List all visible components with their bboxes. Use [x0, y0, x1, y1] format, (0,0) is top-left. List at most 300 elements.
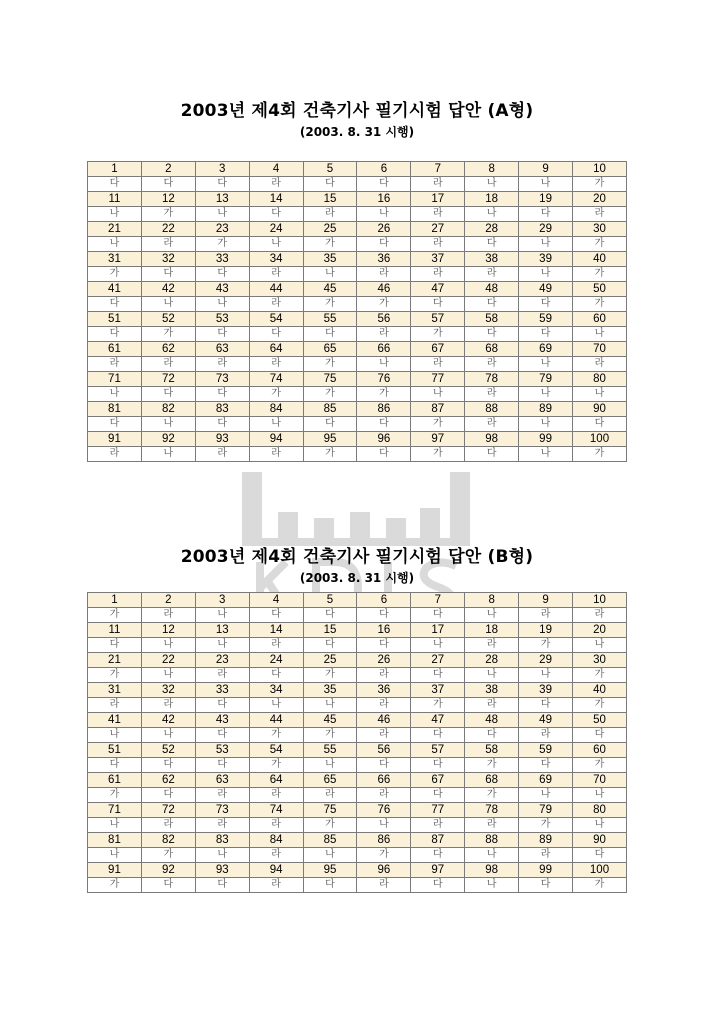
question-number: 36	[357, 683, 411, 698]
answer-cell: 다	[195, 417, 249, 432]
answer-cell: 나	[519, 447, 573, 462]
question-number: 64	[249, 773, 303, 788]
question-number: 26	[357, 653, 411, 668]
question-number: 23	[195, 653, 249, 668]
answer-cell: 다	[465, 447, 519, 462]
question-number: 37	[411, 252, 465, 267]
answer-cell: 나	[141, 638, 195, 653]
question-number: 14	[249, 192, 303, 207]
answer-cell: 가	[195, 237, 249, 252]
question-number: 9	[519, 162, 573, 177]
answer-cell: 다	[141, 878, 195, 893]
answer-cell: 다	[195, 878, 249, 893]
answer-cell: 나	[249, 417, 303, 432]
answer-row	[88, 668, 627, 683]
answer-cell: 가	[573, 297, 627, 312]
question-number: 62	[141, 342, 195, 357]
question-number: 10	[573, 162, 627, 177]
answer-cell: 가	[303, 447, 357, 462]
question-number: 43	[195, 282, 249, 297]
question-number: 36	[357, 252, 411, 267]
question-number: 95	[303, 863, 357, 878]
answer-cell: 라	[195, 357, 249, 372]
question-number: 33	[195, 683, 249, 698]
answer-cell: 라	[249, 297, 303, 312]
question-number: 85	[303, 402, 357, 417]
question-number: 58	[465, 312, 519, 327]
answer-cell: 라	[195, 788, 249, 803]
question-number: 41	[88, 713, 142, 728]
question-number: 67	[411, 342, 465, 357]
question-number: 96	[357, 863, 411, 878]
answer-cell: 나	[411, 638, 465, 653]
answer-cell: 라	[573, 207, 627, 222]
question-number: 45	[303, 282, 357, 297]
question-number: 99	[519, 863, 573, 878]
answer-cell: 다	[195, 728, 249, 743]
question-number: 15	[303, 623, 357, 638]
answer-cell: 가	[88, 608, 142, 623]
answer-cell: 다	[303, 878, 357, 893]
answer-cell: 나	[465, 878, 519, 893]
answer-cell: 다	[141, 267, 195, 282]
answer-cell: 라	[88, 447, 142, 462]
question-number: 31	[88, 683, 142, 698]
answer-cell: 다	[195, 327, 249, 342]
question-number: 21	[88, 222, 142, 237]
answer-cell: 나	[303, 267, 357, 282]
question-number-row	[88, 342, 627, 357]
question-number: 89	[519, 402, 573, 417]
question-number: 25	[303, 653, 357, 668]
answer-cell: 라	[249, 638, 303, 653]
answer-cell: 나	[195, 207, 249, 222]
answer-cell: 가	[411, 327, 465, 342]
question-number: 49	[519, 713, 573, 728]
question-number: 33	[195, 252, 249, 267]
question-number: 46	[357, 282, 411, 297]
question-number: 44	[249, 282, 303, 297]
answer-cell: 가	[303, 818, 357, 833]
answer-cell: 다	[88, 638, 142, 653]
question-number-row	[88, 683, 627, 698]
question-number: 14	[249, 623, 303, 638]
question-number: 12	[141, 192, 195, 207]
answer-cell: 다	[303, 638, 357, 653]
question-number: 44	[249, 713, 303, 728]
answer-cell: 나	[573, 638, 627, 653]
question-number: 24	[249, 653, 303, 668]
answer-cell: 가	[573, 668, 627, 683]
question-number: 25	[303, 222, 357, 237]
question-number-row	[88, 312, 627, 327]
question-number: 80	[573, 803, 627, 818]
question-number: 26	[357, 222, 411, 237]
question-number: 94	[249, 863, 303, 878]
answer-cell: 나	[573, 788, 627, 803]
question-number: 76	[357, 803, 411, 818]
answer-cell: 다	[195, 698, 249, 713]
question-number: 70	[573, 773, 627, 788]
question-number: 76	[357, 372, 411, 387]
answer-cell: 나	[303, 758, 357, 773]
question-number: 52	[141, 743, 195, 758]
question-number: 8	[465, 593, 519, 608]
answer-cell: 다	[88, 327, 142, 342]
answer-cell: 가	[88, 878, 142, 893]
question-number: 3	[195, 593, 249, 608]
question-number: 34	[249, 683, 303, 698]
answer-row	[88, 417, 627, 432]
question-number: 45	[303, 713, 357, 728]
answer-cell: 다	[465, 327, 519, 342]
question-number: 68	[465, 773, 519, 788]
answer-cell: 나	[465, 668, 519, 683]
answer-cell: 다	[519, 327, 573, 342]
question-number: 7	[411, 593, 465, 608]
answer-cell: 라	[249, 177, 303, 192]
question-number: 75	[303, 372, 357, 387]
answer-cell: 가	[519, 638, 573, 653]
question-number: 62	[141, 773, 195, 788]
question-number: 12	[141, 623, 195, 638]
answer-cell: 다	[195, 387, 249, 402]
question-number: 97	[411, 863, 465, 878]
sheet-title-b: 2003년 제4회 건축기사 필기시험 답안 (B형)	[180, 547, 534, 567]
answer-cell: 다	[88, 177, 142, 192]
answer-cell: 가	[88, 267, 142, 282]
question-number-row	[88, 833, 627, 848]
answer-row	[88, 387, 627, 402]
answer-row	[88, 357, 627, 372]
answer-cell: 다	[573, 728, 627, 743]
question-number: 29	[519, 653, 573, 668]
answer-cell: 라	[303, 207, 357, 222]
answer-cell: 가	[88, 668, 142, 683]
question-number: 69	[519, 773, 573, 788]
answer-row	[88, 698, 627, 713]
question-number-row	[88, 863, 627, 878]
answer-cell: 다	[411, 608, 465, 623]
question-number: 63	[195, 773, 249, 788]
question-number: 51	[88, 743, 142, 758]
answer-cell: 나	[88, 387, 142, 402]
question-number: 17	[411, 623, 465, 638]
question-number: 16	[357, 192, 411, 207]
question-number: 68	[465, 342, 519, 357]
answer-cell: 다	[357, 177, 411, 192]
answer-row	[88, 177, 627, 192]
question-number: 73	[195, 803, 249, 818]
answer-cell: 다	[303, 608, 357, 623]
answer-row	[88, 758, 627, 773]
answer-cell: 가	[249, 758, 303, 773]
answer-cell: 가	[573, 267, 627, 282]
question-number: 53	[195, 312, 249, 327]
question-number: 35	[303, 683, 357, 698]
question-number: 7	[411, 162, 465, 177]
question-number: 84	[249, 402, 303, 417]
answer-cell: 다	[141, 758, 195, 773]
question-number: 74	[249, 372, 303, 387]
question-number: 74	[249, 803, 303, 818]
answer-row	[88, 788, 627, 803]
answer-cell: 나	[303, 698, 357, 713]
question-number: 73	[195, 372, 249, 387]
question-number: 39	[519, 683, 573, 698]
answer-cell: 다	[519, 297, 573, 312]
answer-row	[88, 207, 627, 222]
answer-cell: 다	[411, 848, 465, 863]
answer-cell: 라	[519, 848, 573, 863]
answer-cell: 나	[357, 357, 411, 372]
question-number: 11	[88, 192, 142, 207]
answer-cell: 다	[249, 668, 303, 683]
answer-cell: 라	[141, 237, 195, 252]
answer-cell: 나	[141, 417, 195, 432]
answer-row	[88, 848, 627, 863]
answer-row	[88, 447, 627, 462]
answer-cell: 가	[303, 297, 357, 312]
question-number: 27	[411, 222, 465, 237]
answer-cell: 라	[88, 357, 142, 372]
question-number: 2	[141, 593, 195, 608]
answer-cell: 가	[357, 297, 411, 312]
answer-cell: 나	[519, 267, 573, 282]
answer-cell: 나	[195, 638, 249, 653]
answer-cell: 라	[465, 267, 519, 282]
answer-cell: 라	[357, 267, 411, 282]
question-number: 67	[411, 773, 465, 788]
answer-cell: 다	[573, 417, 627, 432]
answer-cell: 나	[573, 818, 627, 833]
question-number: 3	[195, 162, 249, 177]
question-number: 78	[465, 803, 519, 818]
answer-cell: 라	[465, 818, 519, 833]
answer-cell: 다	[465, 297, 519, 312]
answer-cell: 가	[465, 758, 519, 773]
question-number: 56	[357, 743, 411, 758]
question-number: 59	[519, 312, 573, 327]
answer-cell: 다	[357, 447, 411, 462]
answer-cell: 나	[519, 668, 573, 683]
question-number: 83	[195, 833, 249, 848]
answer-cell: 다	[303, 417, 357, 432]
answer-cell: 나	[357, 818, 411, 833]
answer-cell: 나	[573, 387, 627, 402]
answer-table-b	[87, 592, 627, 893]
question-number: 88	[465, 402, 519, 417]
answer-cell: 라	[411, 267, 465, 282]
question-number: 64	[249, 342, 303, 357]
question-number: 40	[573, 252, 627, 267]
answer-cell: 라	[519, 728, 573, 743]
answer-cell: 가	[411, 447, 465, 462]
question-number: 61	[88, 773, 142, 788]
answer-cell: 라	[357, 668, 411, 683]
question-number: 90	[573, 402, 627, 417]
answer-cell: 가	[465, 788, 519, 803]
question-number: 88	[465, 833, 519, 848]
question-number: 84	[249, 833, 303, 848]
question-number: 82	[141, 833, 195, 848]
question-number-row	[88, 372, 627, 387]
answer-cell: 나	[465, 608, 519, 623]
question-number: 57	[411, 312, 465, 327]
answer-cell: 나	[88, 848, 142, 863]
question-number: 19	[519, 623, 573, 638]
answer-cell: 가	[303, 237, 357, 252]
answer-cell: 다	[411, 878, 465, 893]
question-number: 65	[303, 773, 357, 788]
question-number: 18	[465, 192, 519, 207]
answer-cell: 다	[303, 327, 357, 342]
answer-cell: 나	[249, 698, 303, 713]
question-number: 27	[411, 653, 465, 668]
question-number: 49	[519, 282, 573, 297]
answer-cell: 라	[357, 878, 411, 893]
answer-cell: 나	[195, 297, 249, 312]
answer-cell: 다	[357, 638, 411, 653]
answer-cell: 나	[465, 848, 519, 863]
answer-cell: 라	[249, 848, 303, 863]
answer-cell: 라	[519, 608, 573, 623]
answer-cell: 다	[465, 237, 519, 252]
answer-cell: 가	[519, 818, 573, 833]
answer-cell: 라	[411, 357, 465, 372]
answer-cell: 라	[411, 818, 465, 833]
question-number: 32	[141, 683, 195, 698]
question-number-row	[88, 162, 627, 177]
answer-cell: 다	[357, 758, 411, 773]
question-number: 20	[573, 192, 627, 207]
answer-cell: 나	[519, 357, 573, 372]
question-number: 98	[465, 432, 519, 447]
answer-cell: 가	[573, 758, 627, 773]
question-number: 16	[357, 623, 411, 638]
question-number: 87	[411, 402, 465, 417]
question-number: 13	[195, 623, 249, 638]
answer-cell: 가	[357, 848, 411, 863]
answer-cell: 다	[195, 267, 249, 282]
question-number: 75	[303, 803, 357, 818]
question-number: 38	[465, 252, 519, 267]
question-number: 29	[519, 222, 573, 237]
answer-cell: 라	[465, 638, 519, 653]
answer-cell: 다	[141, 177, 195, 192]
answer-cell: 나	[88, 818, 142, 833]
question-number: 23	[195, 222, 249, 237]
question-number: 1	[88, 162, 142, 177]
answer-cell: 라	[249, 788, 303, 803]
question-number-row	[88, 803, 627, 818]
answer-cell: 다	[357, 237, 411, 252]
question-number: 93	[195, 863, 249, 878]
question-number: 58	[465, 743, 519, 758]
question-number: 72	[141, 372, 195, 387]
question-number: 30	[573, 653, 627, 668]
answer-cell: 나	[195, 848, 249, 863]
answer-cell: 가	[141, 848, 195, 863]
answer-cell: 다	[195, 177, 249, 192]
question-number: 54	[249, 743, 303, 758]
question-number: 99	[519, 432, 573, 447]
answer-cell: 다	[195, 758, 249, 773]
question-number: 22	[141, 222, 195, 237]
question-number-row	[88, 713, 627, 728]
answer-cell: 가	[573, 447, 627, 462]
question-number: 69	[519, 342, 573, 357]
answer-cell: 라	[141, 608, 195, 623]
answer-cell: 라	[357, 327, 411, 342]
answer-cell: 다	[519, 758, 573, 773]
question-number: 10	[573, 593, 627, 608]
answer-cell: 라	[249, 878, 303, 893]
answer-row	[88, 638, 627, 653]
answer-cell: 라	[465, 387, 519, 402]
answer-cell: 다	[249, 608, 303, 623]
answer-cell: 다	[519, 878, 573, 893]
question-number-row	[88, 252, 627, 267]
answer-cell: 가	[249, 728, 303, 743]
answer-cell: 나	[465, 207, 519, 222]
answer-table-a	[87, 161, 627, 462]
question-number: 5	[303, 593, 357, 608]
question-number: 91	[88, 432, 142, 447]
question-number: 60	[573, 312, 627, 327]
question-number: 66	[357, 773, 411, 788]
question-number: 6	[357, 162, 411, 177]
question-number: 60	[573, 743, 627, 758]
answer-cell: 다	[141, 387, 195, 402]
answer-row	[88, 267, 627, 282]
answer-row	[88, 878, 627, 893]
answer-sheet-a	[0, 100, 714, 459]
answer-sheet-b	[0, 546, 714, 890]
question-number: 18	[465, 623, 519, 638]
question-number: 4	[249, 162, 303, 177]
question-number: 65	[303, 342, 357, 357]
answer-cell: 다	[411, 758, 465, 773]
question-number-row	[88, 432, 627, 447]
answer-row	[88, 728, 627, 743]
question-number: 93	[195, 432, 249, 447]
answer-cell: 나	[88, 237, 142, 252]
sheet-title-a: 2003년 제4회 건축기사 필기시험 답안 (A형)	[180, 101, 534, 121]
question-number: 46	[357, 713, 411, 728]
question-number-row	[88, 222, 627, 237]
question-number: 77	[411, 372, 465, 387]
question-number: 59	[519, 743, 573, 758]
question-number: 39	[519, 252, 573, 267]
answer-cell: 라	[357, 728, 411, 743]
question-number: 2	[141, 162, 195, 177]
answer-cell: 가	[357, 387, 411, 402]
question-number: 31	[88, 252, 142, 267]
question-number: 8	[465, 162, 519, 177]
question-number: 70	[573, 342, 627, 357]
answer-cell: 라	[249, 267, 303, 282]
answer-cell: 라	[357, 698, 411, 713]
answer-cell: 라	[195, 447, 249, 462]
answer-cell: 라	[411, 237, 465, 252]
answer-cell: 나	[519, 237, 573, 252]
question-number: 4	[249, 593, 303, 608]
question-number: 57	[411, 743, 465, 758]
answer-cell: 라	[249, 818, 303, 833]
question-number: 71	[88, 803, 142, 818]
answer-cell: 다	[411, 728, 465, 743]
